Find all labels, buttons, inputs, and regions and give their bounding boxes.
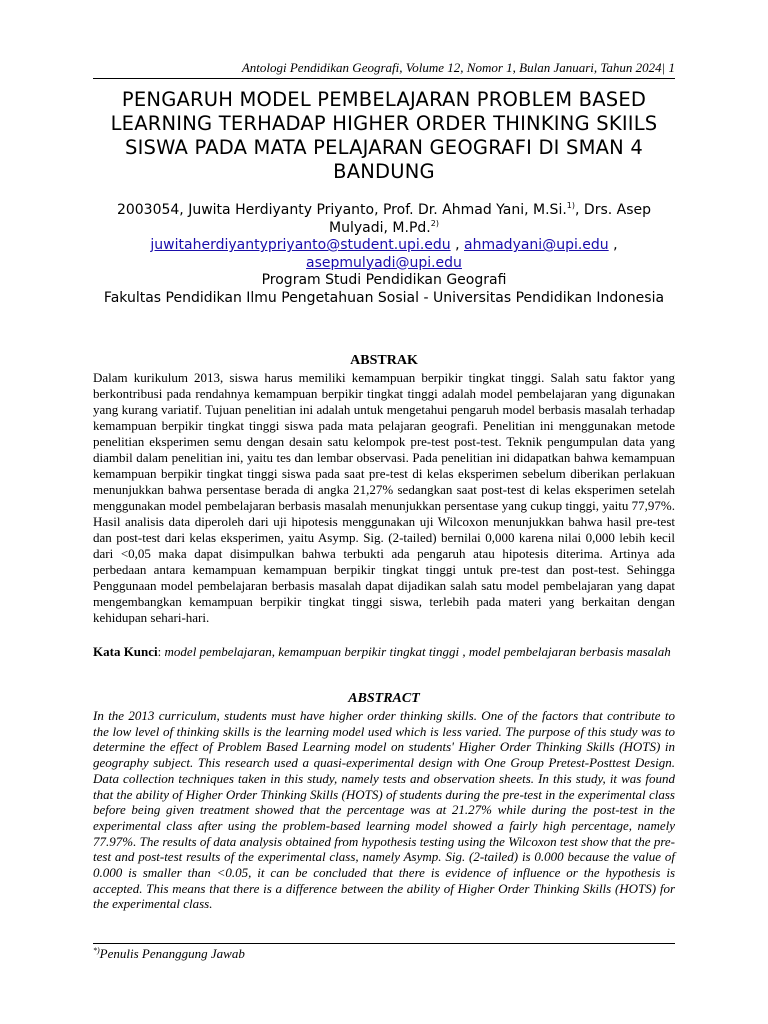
email-link-3[interactable]: asepmulyadi@upi.edu xyxy=(306,254,462,271)
abstrak-body: Dalam kurikulum 2013, siswa harus memiliki kemampuan berpikir tingkat tinggi. Salah satu faktor yang berkontribusi pada rendahnya kemampuan berpikir tingkat tinggi adalah model pembelajaran yang digunakan yang kurang variatif. Tujuan penelitian ini adalah untuk mengetahui pengaruh model berbasis masalah terhadap kemampuan berpikir tingkat tinggi siswa pada mata pelajaran geografi. Penelitian ini menggunakan metode penelitian eksperimen semu dengan desain satu kelompok pre-test post-test. Teknik pengumpulan data yang diambil dalam penelitian ini, yaitu tes dan lembar observasi. Pada penelitian ini didapatkan bahwa kemampuan kemampuan berpikir tingkat tinggi siswa pada saat pre-test di kelas eksperimen sebelum diberikan perlakuan menunjukkan bahwa persentase berada di angka 21,27% sedangkan saat post-test di kelas eksperimen setelah menggunakan model pembelajaran berbasis masalah menunjukkan persentase yang cukup tinggi, yaitu 77,97%. Hasil analisis data diperoleh dari uji hipotesis menggunakan uji Wilcoxon menunjukkan bahwa hasil pre-test dan post-test dari kelas eksperimen, yaitu Asymp. Sig. (2-tailed) bernilai 0,000 karena nilai 0,000 lebih kecil dari <0,05 maka dapat disimpulkan bahwa terbukti ada pengaruh atau hipotesis diterima. Artinya ada perbedaan antara kemampuan kemampuan berpikir tingkat tinggi untuk pre-test dan post-test. Sehingga Penggunaan model pembelajaran berbasis masalah dapat dijadikan salah satu model pembelajaran yang dapat mengembangkan kemampuan berpikir tingkat tinggi siswa, terlebih pada materi yang berkaitan dengan kehidupan sehari-hari. xyxy=(93,370,675,625)
header-rule xyxy=(93,78,675,79)
keywords-label: Kata Kunci xyxy=(93,644,158,659)
author-names-part2: , Drs. Asep Mulyadi, M.Pd. xyxy=(329,202,652,236)
author-names-part1: 2003054, Juwita Herdiyanty Priyanto, Prof. Dr. Ahmad Yani, M.Si. xyxy=(116,202,567,218)
paper-title: PENGARUH MODEL PEMBELAJARAN PROBLEM BASED LEARNING TERHADAP HIGHER ORDER THINKING SKIILS SISWA PADA MATA PELAJARAN GEOGRAFI DI SMAN 4 BANDUNG xyxy=(110,88,658,183)
running-header: Antologi Pendidikan Geografi, Volume 12, Nomor 1, Bulan Januari, Tahun 2024| 1 xyxy=(241,60,675,75)
footnote-marker: *) xyxy=(93,946,100,955)
keywords xyxy=(93,644,675,660)
keywords-colon: : xyxy=(157,644,165,659)
email-separator-2: , xyxy=(608,237,618,253)
author-sup-2: 2) xyxy=(430,218,439,228)
email-separator-1: , xyxy=(450,237,465,253)
keywords-text: model pembelajaran, kemampuan berpikir tingkat tinggi , model pembelajaran berbasis masalah xyxy=(164,644,671,659)
email-link-1[interactable]: juwitaherdiyantypriyanto@student.upi.edu xyxy=(150,237,451,253)
faculty-affiliation: Fakultas Pendidikan Ilmu Pengetahuan Sosial - Universitas Pendidikan Indonesia xyxy=(103,289,665,306)
email-link-2[interactable]: ahmadyani@upi.edu xyxy=(464,237,609,253)
study-program: Program Studi Pendidikan Geografi xyxy=(261,272,507,288)
author-names xyxy=(93,202,675,237)
abstrak-heading: ABSTRAK xyxy=(350,353,418,368)
author-sup-1: 1) xyxy=(566,201,576,210)
author-block xyxy=(93,202,675,307)
abstract-heading: ABSTRACT xyxy=(348,691,420,706)
footnote-rule xyxy=(93,943,675,944)
author-emails xyxy=(93,237,675,272)
footnote xyxy=(93,946,675,962)
abstract-body: In the 2013 curriculum, students must have higher order thinking skills. One of the factors that contribute to the low level of thinking skills is the learning model used which is less varied. The purpose of this study was to determine the effect of Problem Based Learning model on students' Higher Order Thinking Skills (HOTS) in geography subject. This research used a quasi-experimental design with One Group Pretest-Posttest Design. Data collection techniques taken in this study, namely tests and observation sheets. In this study, it was found that the ability of Higher Order Thinking Skills (HOTS) of students during the pre-test in the experimental class before being given treatment showed that the percentage was at 21.27% while during the post-test in the experimental class after using the problem-based learning model showed a fairly high percentage, namely 77.97%. The results of data analysis obtained from hypothesis testing using the Wilcoxon test show that the pre-test and post-test results of the experimental class, namely Asymp. Sig. (2-tailed) is 0.000 because the value of 0.000 is smaller than <0.05, it can be concluded that there is evidence of influence or the hypothesis is accepted. This means that there is a difference between the ability of Higher Order Thinking Skills (HOTS) for the experimental class. xyxy=(93,708,675,912)
footnote-text: Penulis Penanggung Jawab xyxy=(99,946,245,961)
